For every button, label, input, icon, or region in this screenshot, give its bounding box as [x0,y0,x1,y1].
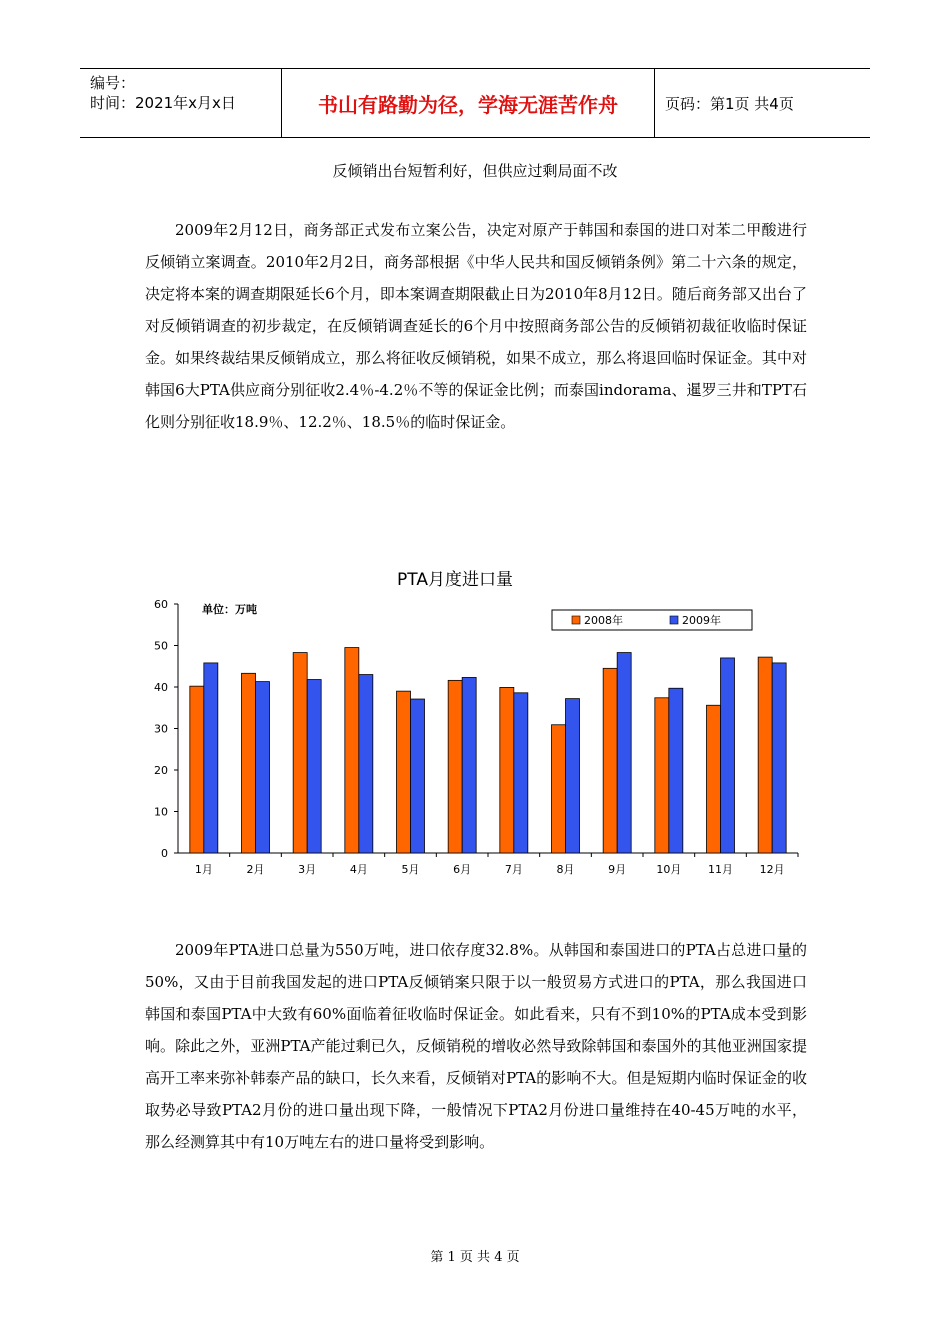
y-tick-label: 40 [154,681,168,694]
bar-2008-12 [758,657,772,853]
bar-2009-2 [256,682,270,853]
date-label: 时间：2021年x月x日 [90,94,236,112]
x-tick-label: 6月 [453,863,472,876]
bar-2009-6 [462,677,476,853]
bar-2009-8 [566,699,580,853]
x-tick-label: 7月 [504,863,523,876]
pta-import-chart [130,560,820,890]
y-tick-label: 30 [154,722,168,736]
legend-box [552,610,752,630]
bar-2008-9 [603,668,617,853]
x-tick-label: 8月 [556,863,575,876]
bar-2008-1 [190,686,204,853]
x-tick-label: 11月 [708,863,733,876]
x-tick-label: 2月 [246,863,265,876]
x-tick-label: 1月 [194,863,213,876]
x-tick-label: 12月 [759,863,785,876]
x-tick-label: 4月 [349,863,368,876]
paragraph-1: 2009年2月12日，商务部正式发布立案公告，决定对原产于韩国和泰国的进口对苯二甲酸进行反倾销立案调查。2010年2月2日，商务部根据《中华人民共和国反倾销条例》第二十六条的规定，决定将本案的调查期限延长6个月，即本案调查期限截止日为2010年8月12日。随后商务部又出台了对反倾销调查的初步裁定，在反倾销调查延长的6个月中按照商务部公告的反倾销初裁征收临时保证金。如果终裁结果反倾销成立，那么将征收反倾销税，如果不成立，那么将退回临时保证金。其中对韩国6大PTA供应商分别征收2.4％-4.2％不等的保证金比例；而泰国indorama、暹罗三井和TPT石化则分别征收18.9％、12.2％、18.5％的临时保证金。 [145,221,807,431]
bar-2008-2 [242,673,256,853]
paragraph-2: 2009年PTA进口总量为550万吨，进口依存度32.8%。从韩国和泰国进口的PTA占总进口量的50%，又由于目前我国发起的进口PTA反倾销案只限于以一般贸易方式进口的PTA，那么我国进口韩国和泰国PTA中大致有60%面临着征收临时保证金。如此看来，只有不到10%的PTA成本受到影响。除此之外，亚洲PTA产能过剩已久，反倾销税的增收必然导致除韩国和泰国外的其他亚洲国家提高开工率来弥补韩泰产品的缺口，长久来看，反倾销对PTA的影响不大。但是短期内临时保证金的收取势必导致PTA2月份的进口量出现下降，一般情况下PTA2月份进口量维持在40-45万吨的水平，那么经测算其中有10万吨左右的进口量将受到影响。 [145,941,807,1151]
x-tick-label: 9月 [608,863,627,876]
unit-label: 单位：万吨 [202,603,257,616]
bar-2008-5 [397,691,411,853]
x-tick-label: 10月 [656,863,682,876]
chart-svg [130,560,820,890]
bar-2008-3 [293,653,307,853]
page-label: 页码：第1页 共4页 [665,94,794,113]
bar-2008-6 [448,680,462,853]
y-tick-label: 0 [161,847,168,860]
header-meta [80,69,281,137]
bar-2009-7 [514,693,528,853]
header-table [80,68,870,138]
x-tick-label: 3月 [298,863,317,876]
bar-2009-9 [617,653,631,853]
number-label: 编号： [90,74,136,92]
legend-label-2008: 2008年 [584,614,623,627]
bar-2009-11 [721,658,735,853]
bar-2009-5 [411,699,425,853]
bar-2009-3 [307,680,321,853]
y-tick-label: 50 [154,639,168,653]
bar-2009-4 [359,675,373,853]
bar-2008-10 [655,698,669,853]
y-tick-label: 20 [154,764,168,777]
chart-title: PTA月度进口量 [397,570,513,590]
bar-2008-11 [707,705,721,853]
legend-swatch-2008 [572,616,580,624]
legend-swatch-2009 [670,616,678,624]
x-tick-label: 5月 [401,863,420,876]
page-footer: 第 1 页 共 4 页 [430,1250,520,1265]
bar-2008-7 [500,687,514,853]
bar-2008-8 [552,725,566,853]
bar-2009-10 [669,688,683,853]
document-title: 反倾销出台短暂利好，但供应过剩局面不改 [332,162,618,180]
y-tick-label: 10 [154,805,168,819]
bar-2009-1 [204,663,218,853]
motto: 书山有路勤为径，学海无涯苦作舟 [281,69,655,137]
bar-2008-4 [345,648,359,853]
bar-2009-12 [772,663,786,853]
y-tick-label: 60 [154,598,168,611]
legend-label-2009: 2009年 [682,614,721,627]
